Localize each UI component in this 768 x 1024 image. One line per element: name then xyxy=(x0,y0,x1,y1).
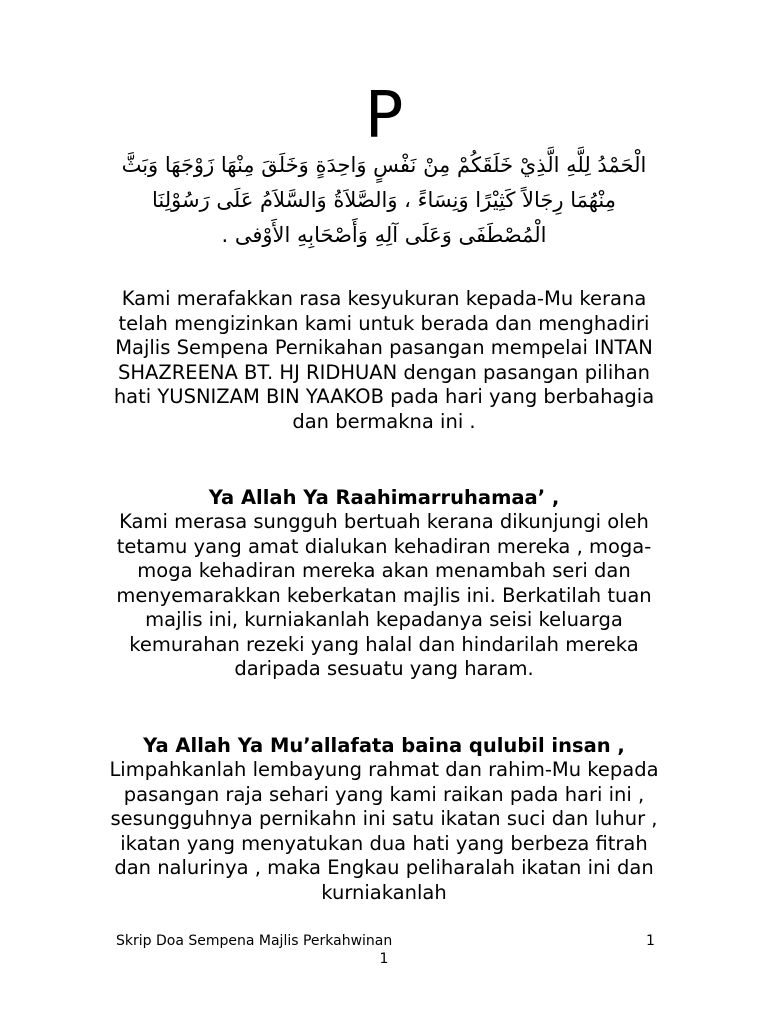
heading-raahimarruhamaa: Ya Allah Ya Raahimarruhamaa’ , xyxy=(208,486,560,509)
drop-cap-letter: P xyxy=(364,79,404,153)
paragraph-couple-blessing: Limpahkanlah lembayung rahmat dan rahim-Mu kepada pasangan raja sehari yang kami raikan pada hari ini , sesungguhnya pernikahn ini satu ikatan suci dan luhur , ikatan yang menyatukan dua hati yang berbeza fitrah dan nalurinya , maka Engkau peliharalah ikatan ini dan kurniakanlah xyxy=(109,758,659,904)
footer-document-title: Skrip Doa Sempena Majlis Perkahwinan xyxy=(116,933,393,949)
paragraph-guests-blessing: Kami merasa sungguh bertuah kerana dikunjungi oleh tetamu yang amat dialukan kehadiran mereka , moga-moga kehadiran mereka akan menambah seri dan menyemarakkan keberkatan majlis ini. Berkatilah tuan majlis ini, kurniakanlah kepadanya seisi keluarga kemurahan rezeki yang halal dan hindarilah mereka daripada sesuatu yang haram. xyxy=(116,510,652,680)
paragraph-gratitude: Kami merafakkan rasa kesyukuran kepada-Mu kerana telah mengizinkan kami untuk berada dan menghadiri Majlis Sempena Pernikahan pasangan mempelai INTAN SHAZREENA BT. HJ RIDHUAN dengan pasangan pilihan hati YUSNIZAM BIN YAAKOB pada hari yang berbahagia dan bermakna ini . xyxy=(113,287,655,433)
heading-muallafata: Ya Allah Ya Mu’allafata baina qulubil insan , xyxy=(143,734,625,757)
footer-page-number-right: 1 xyxy=(646,933,655,949)
arabic-opening-prayer: الْحَمْدُ لِلَّهِ الَّذِيْ خَلَقَكُمْ مِنْ نَفْسٍ وَاحِدَةٍ وَخَلَقَ مِنْهَا زَوْجَهَا وَبَثَّ مِنْهُمَا رِجَالاً كَثِيْرًا وَنِسَاءً ، وَالصَّلاَةُ وَالسَّلاَمُ عَلَى رَسُوْلِنَا الْمُصْطَفَى وَعَلَى آلِهِ وَأَصْحَابِهِ الأَوْفى . xyxy=(121,153,647,247)
footer-page-number-center: 1 xyxy=(379,951,389,967)
